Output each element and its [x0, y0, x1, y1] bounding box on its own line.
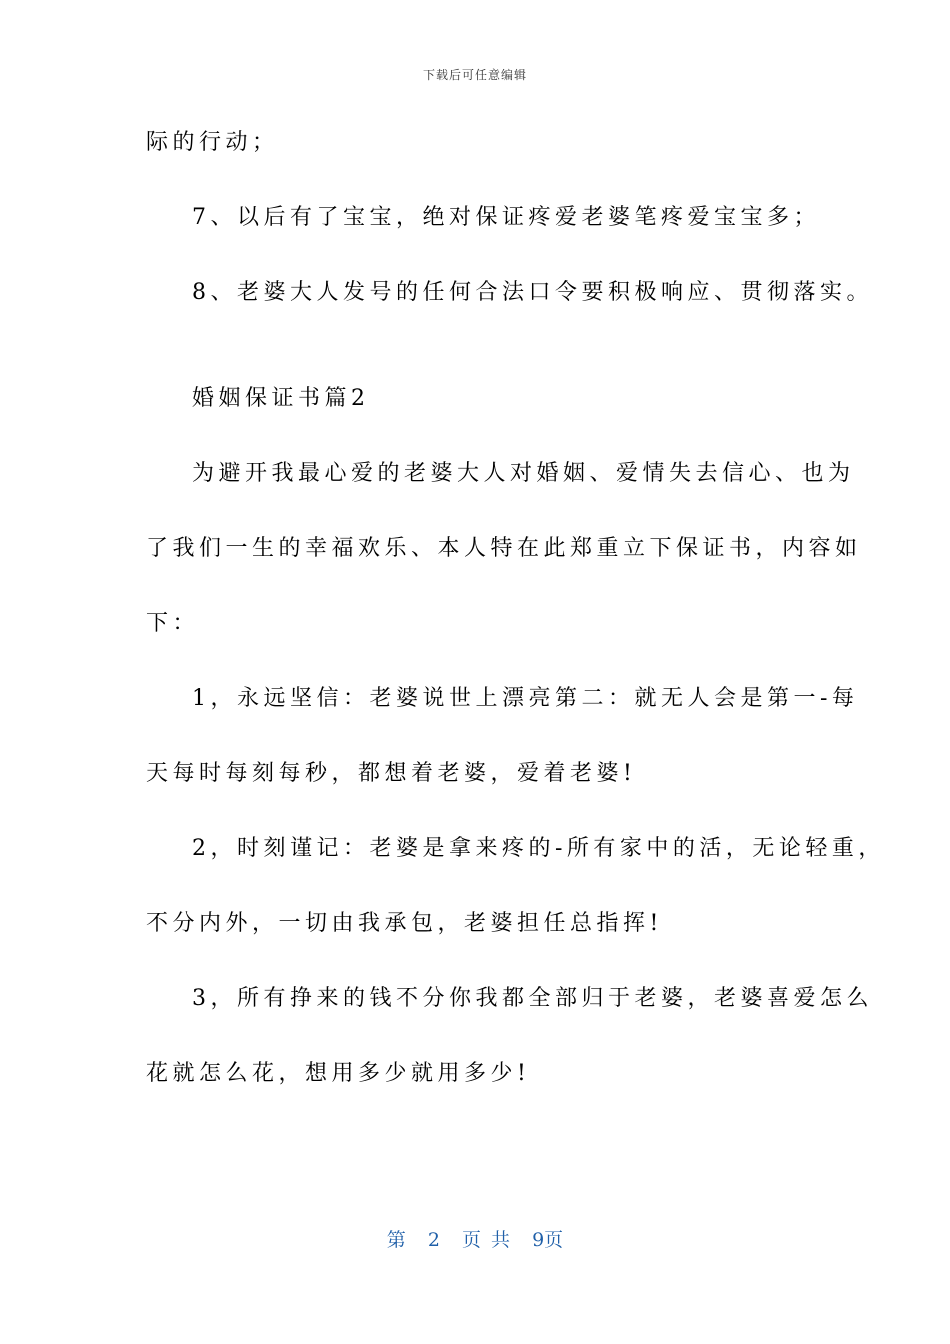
list-item-1: 1，永远坚信：老婆说世上漂亮第二：就无人会是第一-每: [192, 686, 859, 711]
paragraph-line: 为避开我最心爱的老婆大人对婚姻、爱情失去信心、也为: [192, 461, 855, 486]
list-item-7: 7、以后有了宝宝，绝对保证疼爱老婆笔疼爱宝宝多；: [192, 205, 820, 230]
list-item-3: 3，所有挣来的钱不分你我都全部归于老婆，老婆喜爱怎么: [192, 986, 873, 1011]
list-item-2: 2，时刻谨记：老婆是拿来疼的-所有家中的活，无论轻重，: [192, 836, 885, 861]
paragraph-line: 天每时每刻每秒，都想着老婆，爱着老婆!: [146, 761, 637, 786]
total-pages: 9页: [532, 1229, 564, 1251]
paragraph-line: 际的行动；: [146, 130, 279, 155]
page-header: 下载后可任意编辑: [422, 68, 527, 82]
list-item-8: 8、老婆大人发号的任何合法口令要积极响应、贯彻落实。: [192, 280, 873, 305]
paragraph-line: 花就怎么花，想用多少就用多少!: [146, 1061, 531, 1086]
current-page-number: 2: [427, 1229, 440, 1251]
paragraph-line: 下：: [146, 611, 200, 636]
footer-middle: 页 共: [462, 1229, 511, 1251]
page-number-footer: [0, 1225, 950, 1252]
section-heading: 婚姻保证书篇2: [192, 386, 370, 411]
paragraph-line: 了我们一生的幸福欢乐、本人特在此郑重立下保证书，内容如: [146, 536, 862, 561]
paragraph-line: 不分内外，一切由我承包，老婆担任总指挥!: [146, 911, 663, 936]
document-body: [146, 124, 885, 1130]
footer-prefix: 第: [386, 1229, 406, 1251]
